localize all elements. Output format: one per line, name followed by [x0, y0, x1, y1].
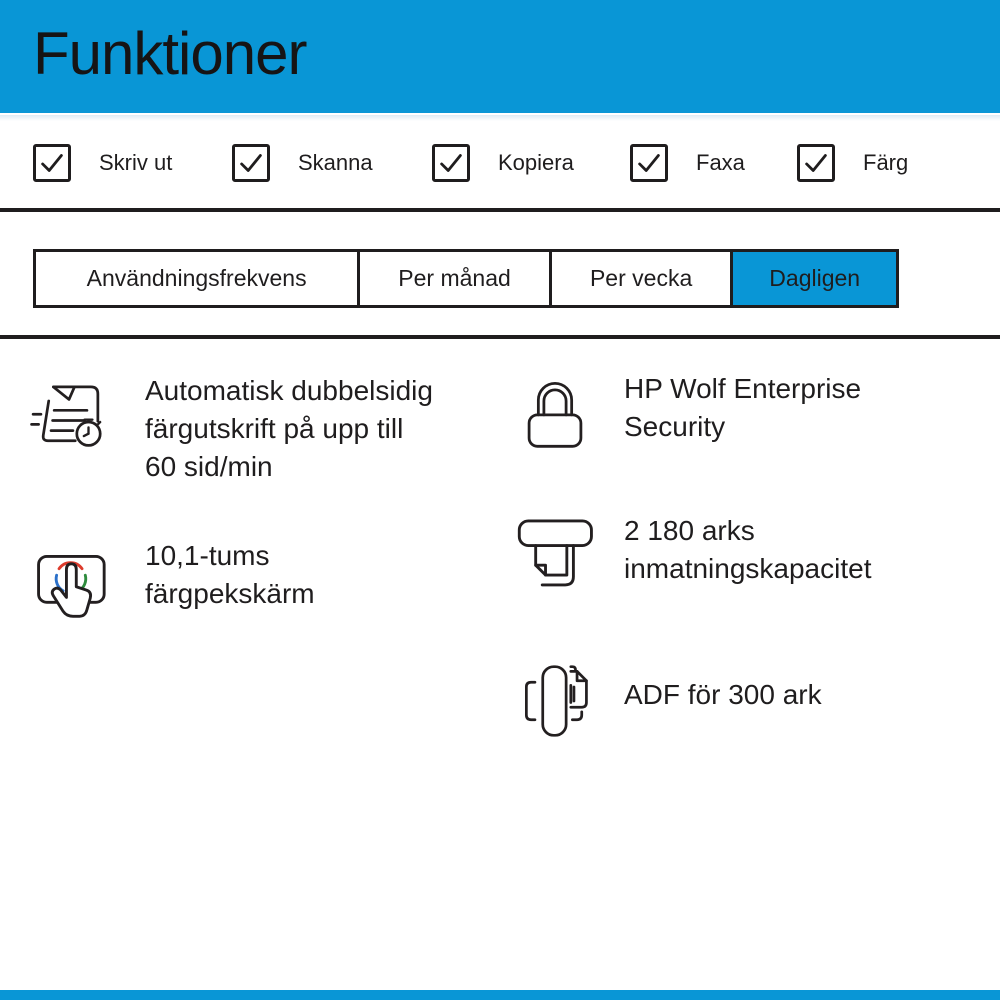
checkbox-farg[interactable]	[797, 144, 908, 182]
checkbox-label: Färg	[863, 150, 909, 175]
checkbox-label: Faxa	[696, 150, 745, 175]
checkbox-label: Skanna	[298, 150, 373, 175]
tab-dagligen[interactable]: Dagligen	[730, 252, 896, 305]
tab-anvandningsfrekvens[interactable]: Användningsfrekvens	[86, 265, 307, 291]
checkmark-icon	[801, 148, 831, 178]
paper-tray-icon	[516, 514, 598, 600]
checkbox-label: Skriv ut	[99, 150, 173, 175]
checkbox-box[interactable]	[432, 144, 470, 182]
touchscreen-icon	[36, 540, 110, 622]
feature-text-adf: ADF för 300 ark	[624, 679, 822, 710]
checkbox-kopiera[interactable]	[432, 144, 574, 182]
adf-icon	[518, 662, 594, 740]
feature-text-duplex: Automatisk dubbelsidig färgutskrift på upp till 60 sid/min	[145, 375, 433, 482]
checkbox-faxa[interactable]	[630, 144, 745, 182]
duplex-print-speed-icon	[26, 376, 112, 454]
checkmark-icon	[634, 148, 664, 178]
checkbox-skanna[interactable]	[232, 144, 373, 182]
checkmark-icon	[436, 148, 466, 178]
checkbox-label: Kopiera	[498, 150, 574, 175]
tab-per-vecka[interactable]: Per vecka	[549, 252, 731, 305]
feature-text-touchscreen: 10,1-tums färgpekskärm	[145, 540, 315, 609]
header-shadow	[0, 115, 1000, 121]
checkbox-box[interactable]	[232, 144, 270, 182]
tab-bar	[33, 249, 899, 308]
feature-text-security: HP Wolf Enterprise Security	[624, 373, 862, 442]
checkbox-box[interactable]	[33, 144, 71, 182]
lock-icon	[524, 376, 586, 450]
tab-per-manad[interactable]: Per månad	[357, 252, 549, 305]
checkbox-box[interactable]	[630, 144, 668, 182]
checkbox-box[interactable]	[797, 144, 835, 182]
checkmark-icon	[236, 148, 266, 178]
checkbox-skriv-ut[interactable]	[33, 144, 172, 182]
page-title: Funktioner	[33, 20, 307, 87]
section-divider	[0, 208, 1000, 212]
footer-accent-bar	[0, 990, 1000, 1000]
header	[0, 0, 1000, 113]
section-divider	[0, 335, 1000, 339]
feature-text-capacity: 2 180 arks inmatningskapacitet	[624, 515, 872, 584]
checkmark-icon	[37, 148, 67, 178]
